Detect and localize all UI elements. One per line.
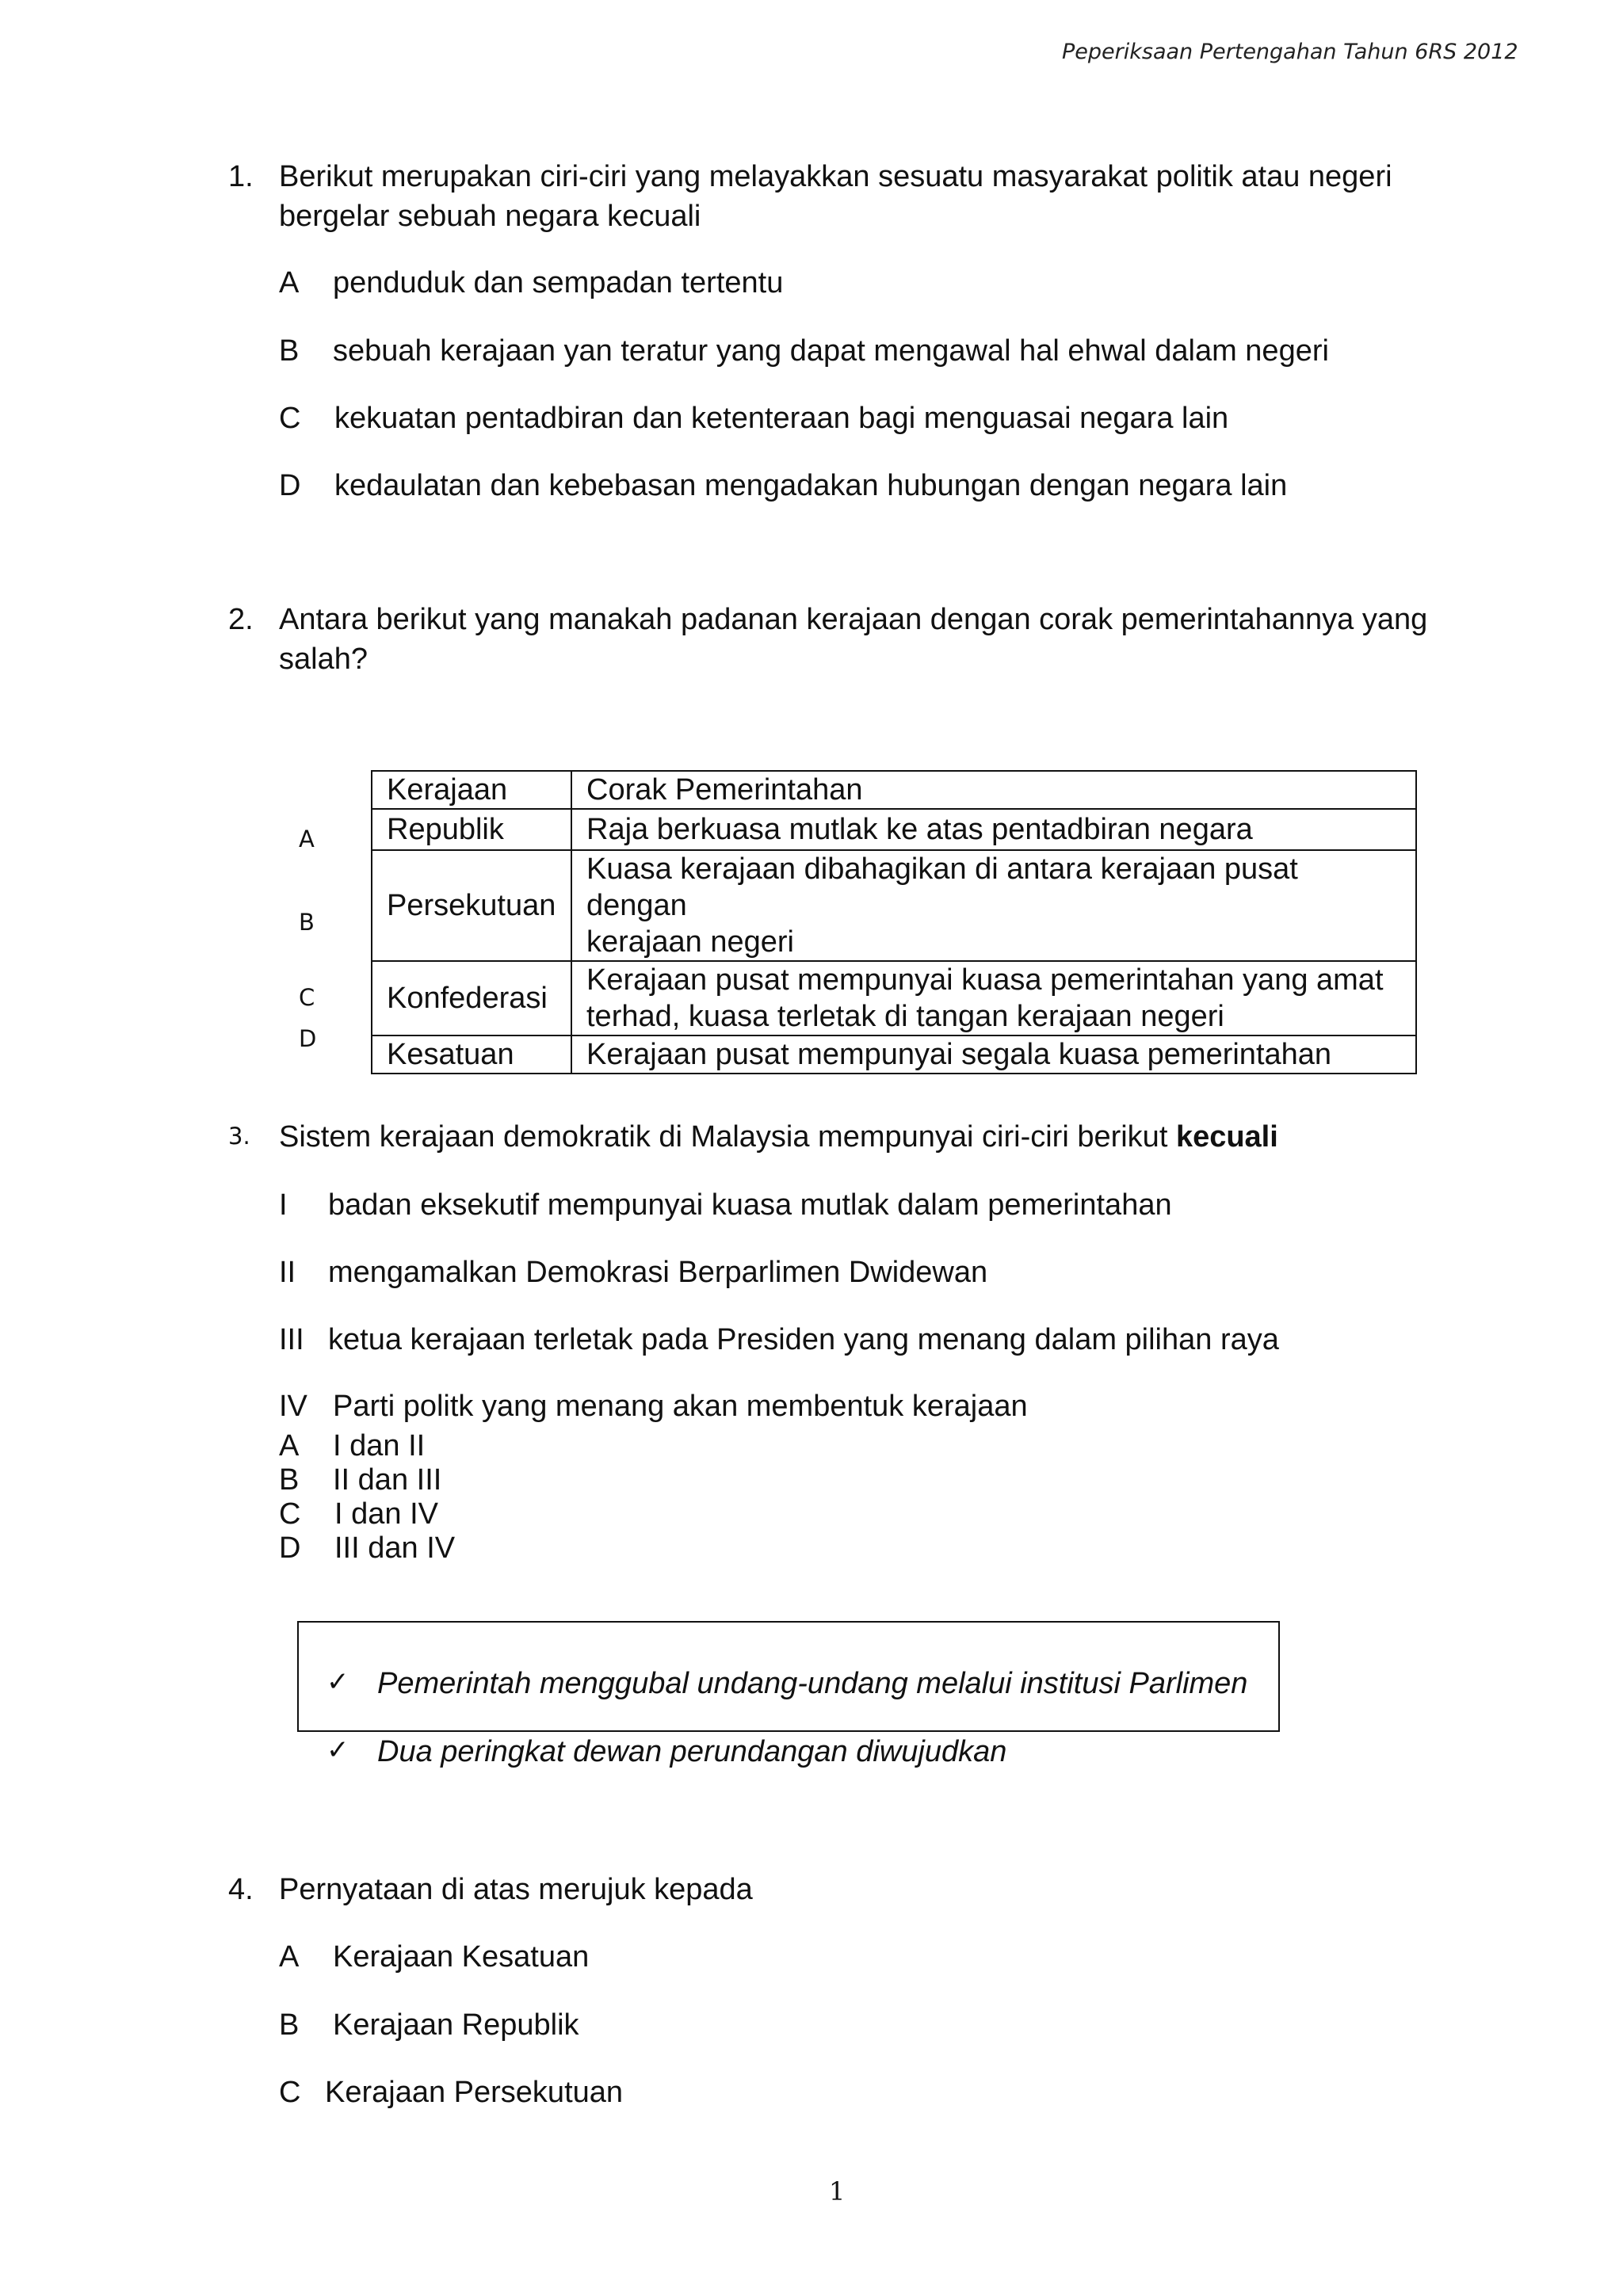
table-header-row [372,771,1416,809]
cell-text: Kerajaan pusat mempunyai segala kuasa pemerintahan [586,1038,1332,1071]
page-header: Peperiksaan Pertengahan Tahun 6RS 2012 [1062,40,1518,64]
option-text: II dan III [333,1463,442,1497]
table-cell: Republik [372,809,571,850]
table-cell: Kesatuan [372,1035,571,1074]
table-row [372,961,1416,1035]
statement-roman: I [279,1188,288,1222]
table-cell [571,809,1416,850]
question-number: 4. [228,1873,254,1906]
option-letter: C [279,2076,301,2109]
option-text: kedaulatan dan kebebasan mengadakan hubungan dengan negara lain [334,469,1288,502]
question-number: 1. [228,160,254,193]
cell-text-line: Kuasa kerajaan dibahagikan di antara kerajaan pusat dengan [586,852,1298,922]
table-row [372,809,1416,850]
option-text: Kerajaan Persekutuan [325,2076,624,2109]
page-number: 1 [829,2176,846,2206]
cell-text-line: terhad, kuasa terletak di tangan kerajaan negeri [586,1000,1224,1033]
option-letter: A [299,826,315,852]
question-number: 2. [228,603,254,636]
cell-text-line: kerajaan negeri [586,925,794,959]
statement-roman: II [279,1256,296,1289]
question-stem-line: Berikut merupakan ciri-ciri yang melayakkan sesuatu masyarakat politik atau negeri [279,160,1392,193]
option-letter: C [299,984,315,1011]
option-letter: B [279,1463,300,1497]
option-letter: C [279,1497,301,1531]
table-cell [571,1035,1416,1074]
option-letter: B [299,909,315,936]
option-letter: A [279,1940,300,1974]
option-text: Kerajaan Kesatuan [333,1940,590,1974]
statement-text: badan eksekutif mempunyai kuasa mutlak dalam pemerintahan [328,1188,1172,1222]
option-text: I dan IV [334,1497,438,1531]
table-cell: Konfederasi [372,961,571,1035]
stem-emphasis: kecuali [1175,1120,1278,1154]
option-letter: A [279,266,300,299]
checkmark-icon: ✓ [327,1734,349,1766]
table-cell [571,850,1416,961]
checkmark-icon: ✓ [327,1666,349,1698]
question-stem [279,1122,1278,1152]
statement-text: mengamalkan Demokrasi Berparlimen Dwidewan [328,1256,988,1289]
box-statement: Pemerintah menggubal undang-undang melalui institusi Parlimen [377,1667,1248,1700]
question-stem-line: bergelar sebuah negara kecuali [279,200,701,233]
statement-text: Parti politk yang menang akan membentuk kerajaan [333,1390,1028,1423]
government-table [371,770,1417,1074]
cell-text-line: Kerajaan pusat mempunyai kuasa pemerintahan yang amat [586,963,1384,997]
option-text: sebuah kerajaan yan teratur yang dapat mengawal hal ehwal dalam negeri [333,334,1329,368]
box-statement: Dua peringkat dewan perundangan diwujudkan [377,1735,1007,1768]
option-text: kekuatan pentadbiran dan ketenteraan bagi menguasai negara lain [334,402,1229,435]
option-text: III dan IV [334,1531,456,1565]
statement-text: ketua kerajaan terletak pada Presiden yang menang dalam pilihan raya [328,1323,1279,1356]
question-stem-line: Antara berikut yang manakah padanan kerajaan dengan corak pemerintahannya yang [279,603,1428,636]
table-cell [571,961,1416,1035]
question-stem-line: salah? [279,643,368,676]
option-letter: D [279,1531,301,1565]
table-cell: Persekutuan [372,850,571,961]
table-header-cell: Kerajaan [372,771,571,809]
stem-text: Sistem kerajaan demokratik di Malaysia mempunyai ciri-ciri berikut [279,1120,1168,1154]
option-letter: A [279,1429,300,1463]
question-number: 3. [228,1123,250,1150]
statement-roman: IV [279,1390,307,1423]
option-text: I dan II [333,1429,426,1463]
cell-text: Raja berkuasa mutlak ke atas pentadbiran negara [586,813,1253,846]
option-text: Kerajaan Republik [333,2008,579,2042]
statement-roman: III [279,1323,304,1356]
option-letter: B [279,2008,300,2042]
question-stem: Pernyataan di atas merujuk kepada [279,1873,753,1906]
table-row [372,1035,1416,1074]
option-letter: D [299,1025,317,1052]
table-row [372,850,1416,961]
option-text: penduduk dan sempadan tertentu [333,266,784,299]
option-letter: B [279,334,300,368]
table-header-cell: Corak Pemerintahan [571,771,1416,809]
option-letter: D [279,469,301,502]
option-letter: C [279,402,301,435]
